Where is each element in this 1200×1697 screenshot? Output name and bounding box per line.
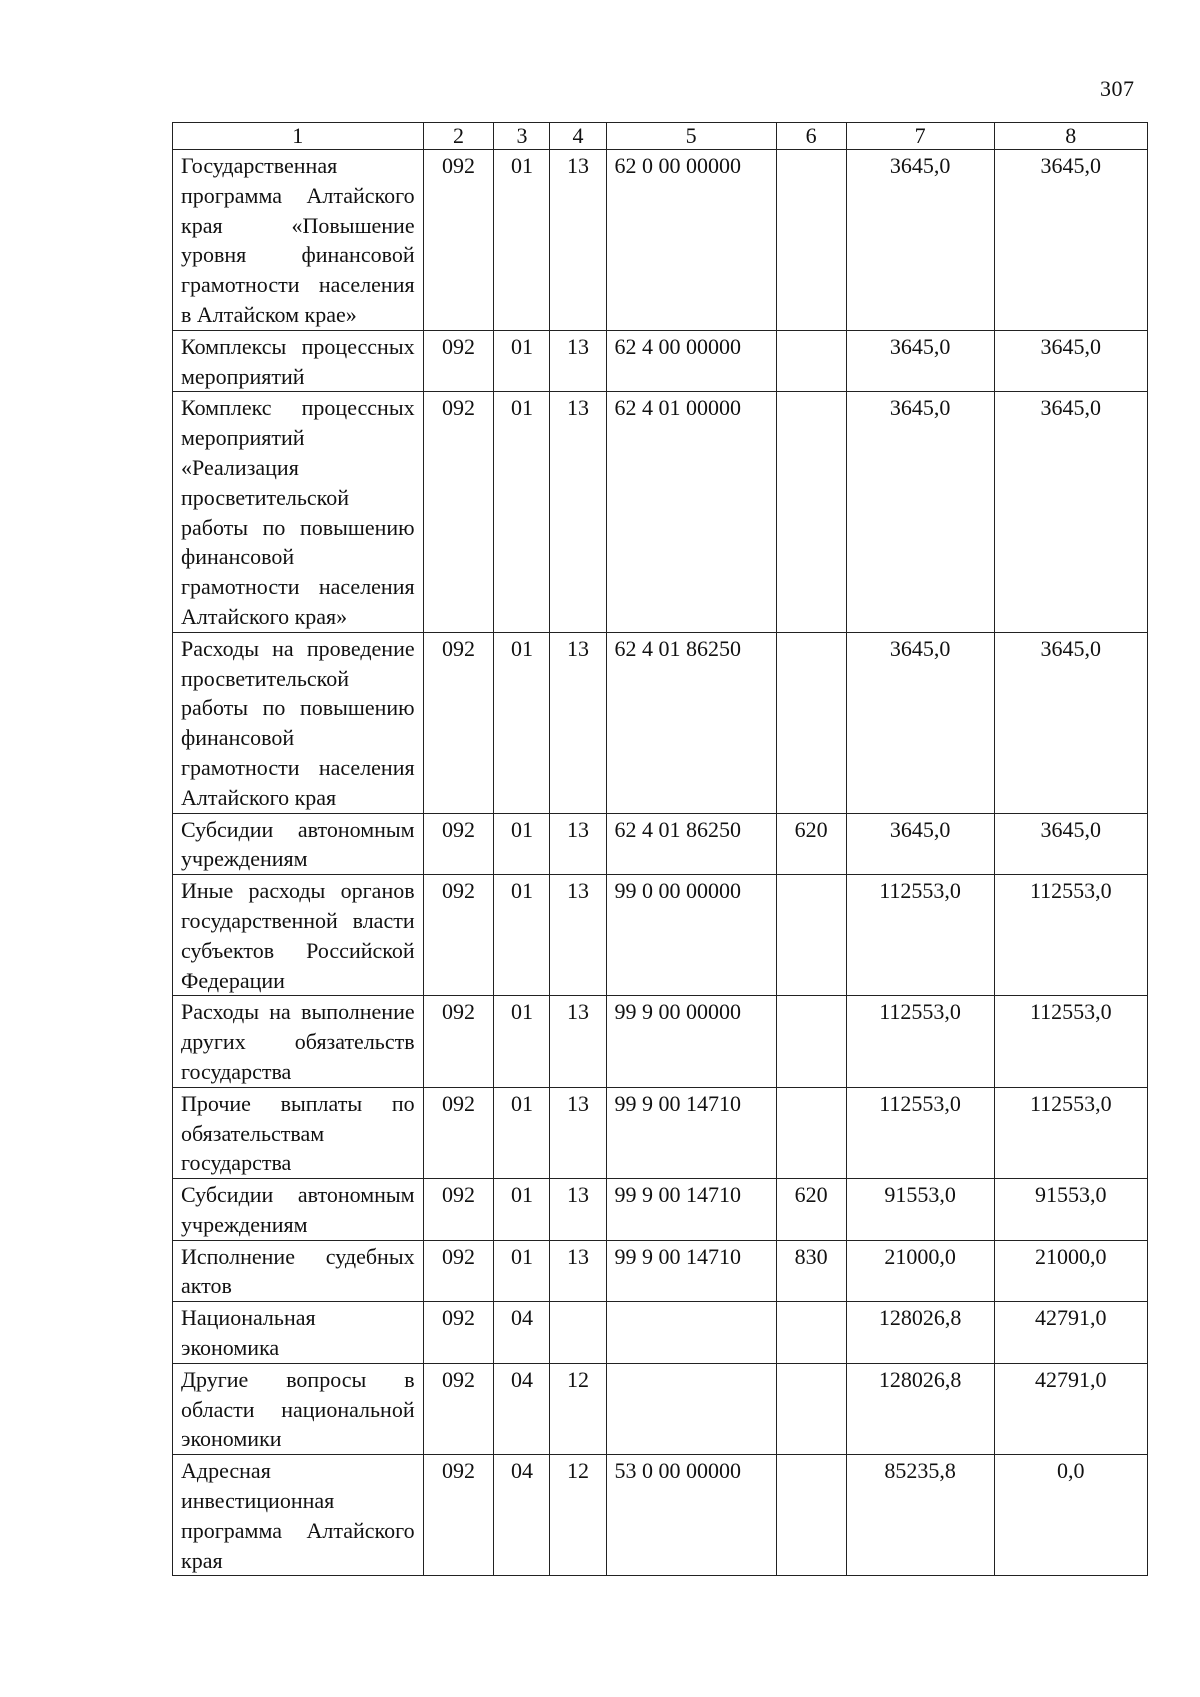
amount-cell-8: 0,0 bbox=[994, 1455, 1147, 1576]
ministry-code-cell: 092 bbox=[423, 996, 494, 1087]
item-name-cell: Субсидии автономным учреждениям bbox=[173, 813, 424, 875]
ministry-code-cell: 092 bbox=[423, 1302, 494, 1364]
amount-cell-8: 112553,0 bbox=[994, 1087, 1147, 1178]
table-row bbox=[173, 1302, 1148, 1364]
amount-cell-8: 42791,0 bbox=[994, 1302, 1147, 1364]
target-article-cell: 99 9 00 14710 bbox=[606, 1240, 776, 1302]
subsection-code-cell bbox=[550, 1302, 606, 1364]
subsection-code-cell: 13 bbox=[550, 996, 606, 1087]
header-cell-5: 5 bbox=[606, 123, 776, 150]
table-row bbox=[173, 150, 1148, 331]
expense-type-cell bbox=[776, 632, 846, 813]
ministry-code-cell: 092 bbox=[423, 1240, 494, 1302]
amount-cell-8: 21000,0 bbox=[994, 1240, 1147, 1302]
target-article-cell: 62 4 01 86250 bbox=[606, 632, 776, 813]
expense-type-cell bbox=[776, 1455, 846, 1576]
ministry-code-cell: 092 bbox=[423, 1455, 494, 1576]
section-code-cell: 01 bbox=[494, 632, 550, 813]
ministry-code-cell: 092 bbox=[423, 1179, 494, 1241]
header-cell-2: 2 bbox=[423, 123, 494, 150]
expense-type-cell: 830 bbox=[776, 1240, 846, 1302]
expense-type-cell bbox=[776, 330, 846, 392]
amount-cell-8: 112553,0 bbox=[994, 996, 1147, 1087]
target-article-cell: 99 9 00 14710 bbox=[606, 1087, 776, 1178]
budget-table bbox=[172, 122, 1148, 1576]
section-code-cell: 01 bbox=[494, 996, 550, 1087]
amount-cell-7: 3645,0 bbox=[846, 330, 994, 392]
section-code-cell: 01 bbox=[494, 1087, 550, 1178]
amount-cell-8: 91553,0 bbox=[994, 1179, 1147, 1241]
table-row bbox=[173, 875, 1148, 996]
amount-cell-7: 3645,0 bbox=[846, 392, 994, 632]
section-code-cell: 01 bbox=[494, 1240, 550, 1302]
header-cell-3: 3 bbox=[494, 123, 550, 150]
header-cell-8: 8 bbox=[994, 123, 1147, 150]
target-article-cell: 99 9 00 00000 bbox=[606, 996, 776, 1087]
item-name-cell: Расходы на выполнение других обязательств государства bbox=[173, 996, 424, 1087]
ministry-code-cell: 092 bbox=[423, 150, 494, 331]
header-row bbox=[173, 123, 1148, 150]
table-row bbox=[173, 1087, 1148, 1178]
header-cell-1: 1 bbox=[173, 123, 424, 150]
subsection-code-cell: 13 bbox=[550, 1087, 606, 1178]
section-code-cell: 01 bbox=[494, 392, 550, 632]
subsection-code-cell: 13 bbox=[550, 1179, 606, 1241]
amount-cell-7: 91553,0 bbox=[846, 1179, 994, 1241]
ministry-code-cell: 092 bbox=[423, 1363, 494, 1454]
expense-type-cell: 620 bbox=[776, 1179, 846, 1241]
amount-cell-7: 112553,0 bbox=[846, 996, 994, 1087]
item-name-cell: Исполнение судебных актов bbox=[173, 1240, 424, 1302]
table-row bbox=[173, 996, 1148, 1087]
subsection-code-cell: 13 bbox=[550, 330, 606, 392]
expense-type-cell bbox=[776, 392, 846, 632]
section-code-cell: 01 bbox=[494, 1179, 550, 1241]
amount-cell-7: 128026,8 bbox=[846, 1302, 994, 1364]
subsection-code-cell: 13 bbox=[550, 813, 606, 875]
amount-cell-7: 128026,8 bbox=[846, 1363, 994, 1454]
target-article-cell bbox=[606, 1302, 776, 1364]
item-name-cell: Иные расходы органов государственной власти субъектов Российской Федерации bbox=[173, 875, 424, 996]
table-row bbox=[173, 1179, 1148, 1241]
amount-cell-8: 3645,0 bbox=[994, 813, 1147, 875]
table-row bbox=[173, 813, 1148, 875]
section-code-cell: 01 bbox=[494, 150, 550, 331]
expense-type-cell bbox=[776, 150, 846, 331]
table-header bbox=[173, 123, 1148, 150]
item-name-cell: Комплекс процессных мероприятий «Реализация просветительской работы по повышению финансовой грамотности населения Алтайского края» bbox=[173, 392, 424, 632]
expense-type-cell: 620 bbox=[776, 813, 846, 875]
subsection-code-cell: 13 bbox=[550, 632, 606, 813]
ministry-code-cell: 092 bbox=[423, 330, 494, 392]
item-name-cell: Другие вопросы в области национальной экономики bbox=[173, 1363, 424, 1454]
page-number: 307 bbox=[1100, 76, 1135, 101]
header-cell-6: 6 bbox=[776, 123, 846, 150]
subsection-code-cell: 13 bbox=[550, 150, 606, 331]
ministry-code-cell: 092 bbox=[423, 875, 494, 996]
subsection-code-cell: 13 bbox=[550, 392, 606, 632]
amount-cell-7: 112553,0 bbox=[846, 1087, 994, 1178]
subsection-code-cell: 12 bbox=[550, 1363, 606, 1454]
ministry-code-cell: 092 bbox=[423, 1087, 494, 1178]
expense-type-cell bbox=[776, 1363, 846, 1454]
expense-type-cell bbox=[776, 1302, 846, 1364]
target-article-cell: 62 4 00 00000 bbox=[606, 330, 776, 392]
table-row bbox=[173, 632, 1148, 813]
expense-type-cell bbox=[776, 875, 846, 996]
amount-cell-7: 3645,0 bbox=[846, 813, 994, 875]
section-code-cell: 01 bbox=[494, 813, 550, 875]
amount-cell-7: 112553,0 bbox=[846, 875, 994, 996]
amount-cell-7: 21000,0 bbox=[846, 1240, 994, 1302]
amount-cell-8: 42791,0 bbox=[994, 1363, 1147, 1454]
ministry-code-cell: 092 bbox=[423, 392, 494, 632]
item-name-cell: Комплексы процессных мероприятий bbox=[173, 330, 424, 392]
section-code-cell: 01 bbox=[494, 330, 550, 392]
target-article-cell: 62 4 01 00000 bbox=[606, 392, 776, 632]
item-name-cell: Национальная экономика bbox=[173, 1302, 424, 1364]
table-row bbox=[173, 330, 1148, 392]
section-code-cell: 04 bbox=[494, 1455, 550, 1576]
expense-type-cell bbox=[776, 996, 846, 1087]
amount-cell-8: 3645,0 bbox=[994, 330, 1147, 392]
subsection-code-cell: 13 bbox=[550, 1240, 606, 1302]
table-row bbox=[173, 1455, 1148, 1576]
table-row bbox=[173, 1240, 1148, 1302]
table-body bbox=[173, 150, 1148, 1576]
target-article-cell: 99 0 00 00000 bbox=[606, 875, 776, 996]
expense-type-cell bbox=[776, 1087, 846, 1178]
section-code-cell: 01 bbox=[494, 875, 550, 996]
subsection-code-cell: 13 bbox=[550, 875, 606, 996]
target-article-cell: 62 0 00 00000 bbox=[606, 150, 776, 331]
item-name-cell: Адресная инвестиционная программа Алтайского края bbox=[173, 1455, 424, 1576]
ministry-code-cell: 092 bbox=[423, 632, 494, 813]
target-article-cell bbox=[606, 1363, 776, 1454]
target-article-cell: 53 0 00 00000 bbox=[606, 1455, 776, 1576]
item-name-cell: Государственная программа Алтайского края «Повышение уровня финансовой грамотности населения в Алтайском крае» bbox=[173, 150, 424, 331]
amount-cell-7: 3645,0 bbox=[846, 632, 994, 813]
item-name-cell: Расходы на проведение просветительской работы по повышению финансовой грамотности населения Алтайского края bbox=[173, 632, 424, 813]
ministry-code-cell: 092 bbox=[423, 813, 494, 875]
header-cell-7: 7 bbox=[846, 123, 994, 150]
amount-cell-7: 3645,0 bbox=[846, 150, 994, 331]
table-row bbox=[173, 1363, 1148, 1454]
table-row bbox=[173, 392, 1148, 632]
amount-cell-7: 85235,8 bbox=[846, 1455, 994, 1576]
amount-cell-8: 112553,0 bbox=[994, 875, 1147, 996]
header-cell-4: 4 bbox=[550, 123, 606, 150]
subsection-code-cell: 12 bbox=[550, 1455, 606, 1576]
target-article-cell: 99 9 00 14710 bbox=[606, 1179, 776, 1241]
section-code-cell: 04 bbox=[494, 1302, 550, 1364]
amount-cell-8: 3645,0 bbox=[994, 392, 1147, 632]
amount-cell-8: 3645,0 bbox=[994, 632, 1147, 813]
amount-cell-8: 3645,0 bbox=[994, 150, 1147, 331]
item-name-cell: Субсидии автономным учреждениям bbox=[173, 1179, 424, 1241]
target-article-cell: 62 4 01 86250 bbox=[606, 813, 776, 875]
section-code-cell: 04 bbox=[494, 1363, 550, 1454]
item-name-cell: Прочие выплаты по обязательствам государства bbox=[173, 1087, 424, 1178]
